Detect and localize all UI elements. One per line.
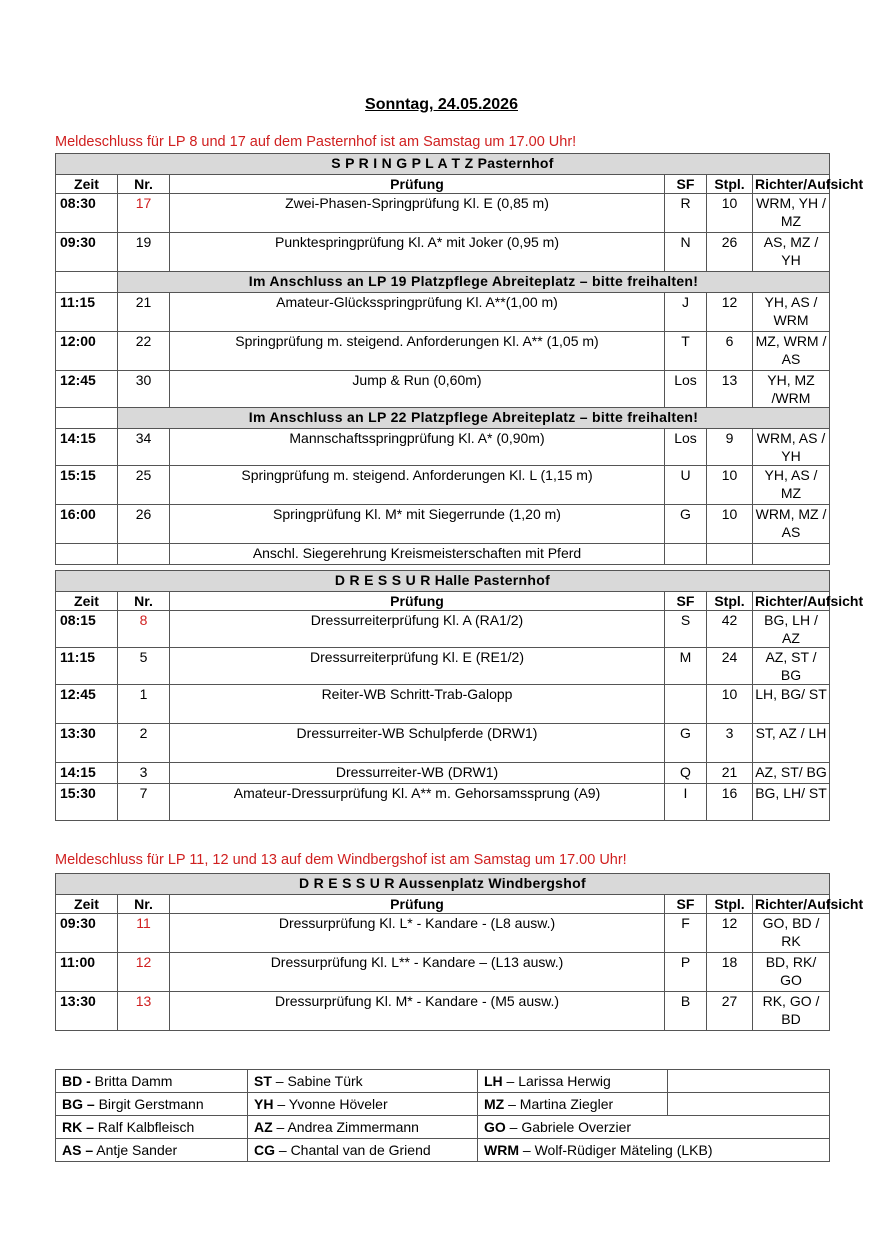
time-cell: 09:30 — [56, 233, 118, 272]
stpl-cell: 21 — [707, 763, 753, 784]
table-row — [56, 332, 830, 371]
table-row — [56, 648, 830, 685]
stpl-cell: 27 — [707, 992, 753, 1031]
stpl-cell: 12 — [707, 914, 753, 953]
header-richter: Richter/Aufsicht — [753, 895, 830, 914]
header-pruefung: Prüfung — [170, 175, 665, 194]
legend-entry — [56, 1070, 248, 1093]
judge-name: – Yvonne Höveler — [273, 1096, 388, 1112]
sf-cell: T — [665, 332, 707, 371]
pruefung-cell: Dressurprüfung Kl. L* - Kandare - (L8 ausw.) — [170, 914, 665, 953]
judge-name: Ralf Kalbfleisch — [93, 1119, 195, 1135]
judge-name: Antje Sander — [93, 1142, 178, 1158]
table-row — [56, 724, 830, 763]
time-cell: 11:15 — [56, 648, 118, 685]
sf-cell: Q — [665, 763, 707, 784]
judge-abbr: ST — [254, 1073, 272, 1089]
lp-number: 21 — [118, 293, 170, 332]
lp-number: 8 — [118, 611, 170, 648]
legend-entry — [248, 1093, 478, 1116]
lp-number: 19 — [118, 233, 170, 272]
legend-entry — [248, 1116, 478, 1139]
richter-cell: LH, BG/ ST — [753, 685, 830, 724]
stpl-cell: 18 — [707, 953, 753, 992]
richter-cell — [753, 544, 830, 565]
legend-entry — [56, 1093, 248, 1116]
note-row — [56, 408, 830, 429]
judge-abbr: YH — [254, 1096, 274, 1112]
dressur-aussen-table — [55, 873, 864, 1031]
time-cell: 12:00 — [56, 332, 118, 371]
richter-cell: ST, AZ / LH — [753, 724, 830, 763]
pruefung-cell: Dressurreiterprüfung Kl. A (RA1/2) — [170, 611, 665, 648]
notice-springplatz: Meldeschluss für LP 8 und 17 auf dem Pasternhof ist am Samstag um 17.00 Uhr! — [55, 134, 577, 150]
stpl-cell: 10 — [707, 505, 753, 544]
judge-name: – Andrea Zimmermann — [272, 1119, 419, 1135]
lp-number: 2 — [118, 724, 170, 763]
pruefung-cell: Springprüfung m. steigend. Anforderungen Kl. L (1,15 m) — [170, 466, 665, 505]
pruefung-cell: Springprüfung m. steigend. Anforderungen Kl. A** (1,05 m) — [170, 332, 665, 371]
lp-number: 26 — [118, 505, 170, 544]
stpl-cell: 42 — [707, 611, 753, 648]
dressur-aussen-title: D R E S S U R Aussenplatz Windbergshof — [56, 874, 830, 895]
judge-abbr: RK – — [62, 1119, 94, 1135]
judge-name: Birgit Gerstmann — [94, 1096, 204, 1112]
header-stpl: Stpl. — [707, 175, 753, 194]
sf-cell: P — [665, 953, 707, 992]
lp-number: 13 — [118, 992, 170, 1031]
judge-abbr: CG — [254, 1142, 275, 1158]
richter-cell: YH, AS / MZ — [753, 466, 830, 505]
time-cell: 12:45 — [56, 371, 118, 408]
legend-row — [56, 1093, 830, 1116]
table-row — [56, 371, 830, 408]
table-row — [56, 953, 830, 992]
stpl-cell: 10 — [707, 685, 753, 724]
judge-name: – Martina Ziegler — [504, 1096, 614, 1112]
judge-name: – Chantal van de Griend — [275, 1142, 431, 1158]
judge-name: – Larissa Herwig — [502, 1073, 611, 1089]
time-cell — [56, 544, 118, 565]
lp-number — [118, 544, 170, 565]
stpl-cell: 26 — [707, 233, 753, 272]
richter-cell: YH, AS / WRM — [753, 293, 830, 332]
header-nr: Nr. — [118, 592, 170, 611]
judge-name: – Wolf-Rüdiger Mäteling (LKB) — [519, 1142, 713, 1158]
stpl-cell: 3 — [707, 724, 753, 763]
header-sf: SF — [665, 895, 707, 914]
legend-row — [56, 1116, 830, 1139]
sf-cell — [665, 685, 707, 724]
header-nr: Nr. — [118, 895, 170, 914]
header-pruefung: Prüfung — [170, 895, 665, 914]
richter-cell: BG, LH/ ST — [753, 784, 830, 821]
richter-cell: YH, MZ /WRM — [753, 371, 830, 408]
time-cell: 15:30 — [56, 784, 118, 821]
pruefung-cell: Anschl. Siegerehrung Kreismeisterschaften mit Pferd — [170, 544, 665, 565]
springplatz-table — [55, 153, 864, 565]
table-row — [56, 466, 830, 505]
stpl-cell: 10 — [707, 466, 753, 505]
richter-cell: GO, BD / RK — [753, 914, 830, 953]
judge-name: – Gabriele Overzier — [505, 1119, 632, 1135]
sf-cell: F — [665, 914, 707, 953]
legend-row — [56, 1139, 830, 1162]
legend-entry — [478, 1070, 668, 1093]
sf-cell: Los — [665, 371, 707, 408]
richter-cell: RK, GO / BD — [753, 992, 830, 1031]
lp-number: 7 — [118, 784, 170, 821]
legend-entry — [478, 1093, 668, 1116]
time-cell: 12:45 — [56, 685, 118, 724]
pruefung-cell: Amateur-Glücksspringprüfung Kl. A**(1,00 m) — [170, 293, 665, 332]
time-cell: 16:00 — [56, 505, 118, 544]
table-row — [56, 429, 830, 466]
richter-cell: AZ, ST / BG — [753, 648, 830, 685]
sf-cell — [665, 544, 707, 565]
legend-entry — [668, 1093, 830, 1116]
stpl-cell: 13 — [707, 371, 753, 408]
lp-number: 22 — [118, 332, 170, 371]
sf-cell: R — [665, 194, 707, 233]
richter-cell: WRM, MZ / AS — [753, 505, 830, 544]
table-row — [56, 233, 830, 272]
header-stpl: Stpl. — [707, 592, 753, 611]
sf-cell: U — [665, 466, 707, 505]
judge-abbr: AZ — [254, 1119, 273, 1135]
stpl-cell: 16 — [707, 784, 753, 821]
sf-cell: Los — [665, 429, 707, 466]
table-row — [56, 914, 830, 953]
richter-cell: MZ, WRM / AS — [753, 332, 830, 371]
time-cell: 13:30 — [56, 992, 118, 1031]
pruefung-cell: Mannschaftsspringprüfung Kl. A* (0,90m) — [170, 429, 665, 466]
time-cell: 14:15 — [56, 429, 118, 466]
platzpflege-note: Im Anschluss an LP 19 Platzpflege Abreiteplatz – bitte freihalten! — [118, 272, 830, 293]
note-row — [56, 272, 830, 293]
sf-cell: M — [665, 648, 707, 685]
table-row — [56, 544, 830, 565]
dressur-halle-table — [55, 570, 864, 821]
lp-number: 25 — [118, 466, 170, 505]
table-row — [56, 293, 830, 332]
pruefung-cell: Dressurprüfung Kl. L** - Kandare – (L13 ausw.) — [170, 953, 665, 992]
stpl-cell: 12 — [707, 293, 753, 332]
time-cell: 11:00 — [56, 953, 118, 992]
pruefung-cell: Jump & Run (0,60m) — [170, 371, 665, 408]
sf-cell: G — [665, 505, 707, 544]
header-zeit: Zeit — [56, 592, 118, 611]
pruefung-cell: Punktespringprüfung Kl. A* mit Joker (0,95 m) — [170, 233, 665, 272]
legend-entry — [478, 1116, 830, 1139]
table-row — [56, 992, 830, 1031]
sf-cell: G — [665, 724, 707, 763]
pruefung-cell: Amateur-Dressurprüfung Kl. A** m. Gehorsamssprung (A9) — [170, 784, 665, 821]
time-cell: 15:15 — [56, 466, 118, 505]
richter-cell: BD, RK/ GO — [753, 953, 830, 992]
lp-number: 30 — [118, 371, 170, 408]
table-row — [56, 685, 830, 724]
time-cell: 13:30 — [56, 724, 118, 763]
time-cell: 11:15 — [56, 293, 118, 332]
judge-abbr: LH — [484, 1073, 503, 1089]
dressur-halle-title: D R E S S U R Halle Pasternhof — [56, 571, 830, 592]
stpl-cell: 9 — [707, 429, 753, 466]
lp-number: 1 — [118, 685, 170, 724]
time-cell: 08:30 — [56, 194, 118, 233]
richter-cell: BG, LH / AZ — [753, 611, 830, 648]
legend-row — [56, 1070, 830, 1093]
richter-cell: WRM, AS / YH — [753, 429, 830, 466]
pruefung-cell: Dressurreiter-WB (DRW1) — [170, 763, 665, 784]
table-row — [56, 763, 830, 784]
header-pruefung: Prüfung — [170, 592, 665, 611]
time-cell: 14:15 — [56, 763, 118, 784]
legend-entry — [248, 1139, 478, 1162]
time-cell: 08:15 — [56, 611, 118, 648]
legend-entry — [668, 1070, 830, 1093]
stpl-cell — [707, 544, 753, 565]
judge-abbr: WRM — [484, 1142, 519, 1158]
notice-windbergshof: Meldeschluss für LP 11, 12 und 13 auf dem Windbergshof ist am Samstag um 17.00 Uhr! — [55, 852, 627, 868]
judges-legend — [55, 1069, 830, 1162]
table-row — [56, 611, 830, 648]
pruefung-cell: Dressurprüfung Kl. M* - Kandare - (M5 ausw.) — [170, 992, 665, 1031]
pruefung-cell: Dressurreiter-WB Schulpferde (DRW1) — [170, 724, 665, 763]
pruefung-cell: Springprüfung Kl. M* mit Siegerrunde (1,20 m) — [170, 505, 665, 544]
richter-cell: AS, MZ / YH — [753, 233, 830, 272]
legend-entry — [56, 1139, 248, 1162]
stpl-cell: 6 — [707, 332, 753, 371]
lp-number: 34 — [118, 429, 170, 466]
lp-number: 5 — [118, 648, 170, 685]
lp-number: 12 — [118, 953, 170, 992]
judge-abbr: GO — [484, 1119, 506, 1135]
header-stpl: Stpl. — [707, 895, 753, 914]
platzpflege-note: Im Anschluss an LP 22 Platzpflege Abreiteplatz – bitte freihalten! — [118, 408, 830, 429]
sf-cell: B — [665, 992, 707, 1031]
pruefung-cell: Dressurreiterprüfung Kl. E (RE1/2) — [170, 648, 665, 685]
lp-number: 17 — [118, 194, 170, 233]
table-row — [56, 784, 830, 821]
header-sf: SF — [665, 592, 707, 611]
legend-entry — [478, 1139, 830, 1162]
time-cell: 09:30 — [56, 914, 118, 953]
header-richter: Richter/Aufsicht — [753, 175, 830, 194]
richter-cell: AZ, ST/ BG — [753, 763, 830, 784]
sf-cell: I — [665, 784, 707, 821]
pruefung-cell: Zwei-Phasen-Springprüfung Kl. E (0,85 m) — [170, 194, 665, 233]
header-nr: Nr. — [118, 175, 170, 194]
richter-cell: WRM, YH / MZ — [753, 194, 830, 233]
judge-abbr: BG – — [62, 1096, 95, 1112]
sf-cell: J — [665, 293, 707, 332]
lp-number: 11 — [118, 914, 170, 953]
pruefung-cell: Reiter-WB Schritt-Trab-Galopp — [170, 685, 665, 724]
sf-cell: N — [665, 233, 707, 272]
header-zeit: Zeit — [56, 895, 118, 914]
legend-entry — [248, 1070, 478, 1093]
judge-name: – Sabine Türk — [271, 1073, 363, 1089]
judge-name: Britta Damm — [90, 1073, 173, 1089]
judge-abbr: MZ — [484, 1096, 505, 1112]
lp-number: 3 — [118, 763, 170, 784]
stpl-cell: 10 — [707, 194, 753, 233]
sf-cell: S — [665, 611, 707, 648]
legend-entry — [56, 1116, 248, 1139]
springplatz-title: S P R I N G P L A T Z Pasternhof — [56, 154, 830, 175]
header-zeit: Zeit — [56, 175, 118, 194]
table-row — [56, 194, 830, 233]
judge-abbr: AS – — [62, 1142, 94, 1158]
page-title: Sonntag, 24.05.2026 — [365, 96, 518, 113]
header-sf: SF — [665, 175, 707, 194]
empty-cell — [56, 272, 118, 293]
stpl-cell: 24 — [707, 648, 753, 685]
judge-abbr: BD - — [62, 1073, 91, 1089]
header-richter: Richter/Aufsicht — [753, 592, 830, 611]
empty-cell — [56, 408, 118, 429]
table-row — [56, 505, 830, 544]
